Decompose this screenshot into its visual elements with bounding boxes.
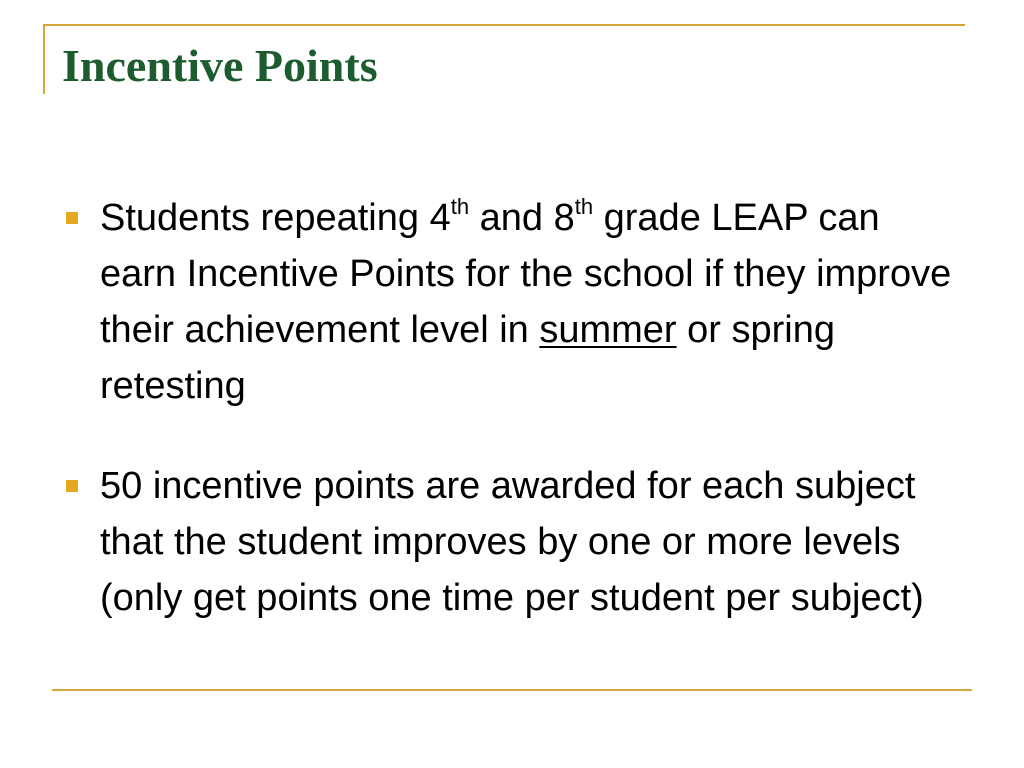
- square-bullet-icon: [66, 212, 78, 224]
- bullet-item-1: [62, 190, 962, 414]
- bullet-item-2: [62, 458, 962, 626]
- slide-title: Incentive Points: [62, 40, 378, 91]
- frame-left-rule: [43, 24, 45, 94]
- ordinal-suffix: th: [574, 194, 594, 220]
- bullet-text-1: [100, 190, 962, 414]
- frame-top-rule: [43, 24, 965, 26]
- bullet-2-segment: 50 incentive points are awarded for each subject that the student improves by one or more levels (only get points one time per student per subject): [100, 465, 924, 619]
- square-bullet-icon: [66, 480, 78, 492]
- bullet-1-segment: Students repeating 4: [100, 197, 451, 239]
- bottom-divider: [52, 689, 972, 691]
- bullet-1-segment: grade LEAP can earn Incentive Points for the school if they improve their achievement level in: [100, 197, 952, 351]
- bullet-text-2: [100, 458, 962, 626]
- underlined-word: summer: [539, 309, 677, 351]
- bullet-1-segment: and 8: [469, 197, 575, 239]
- ordinal-suffix: th: [450, 194, 470, 220]
- bullet-1-segment: or spring retesting: [100, 309, 835, 407]
